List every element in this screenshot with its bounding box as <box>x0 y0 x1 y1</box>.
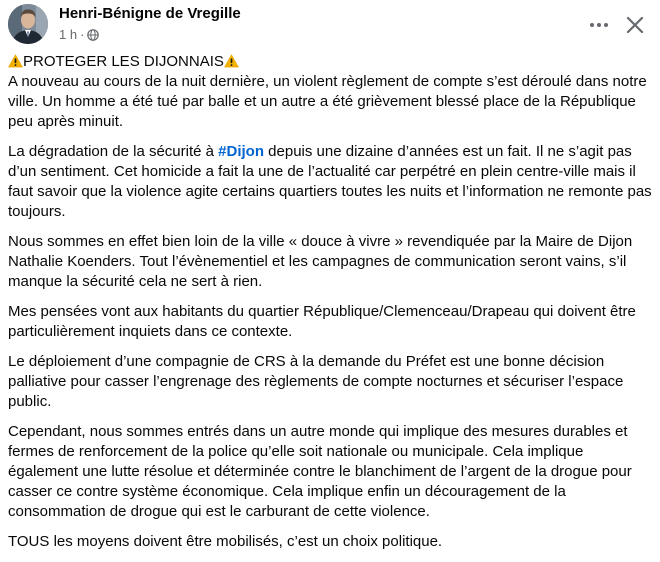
post-timestamp[interactable]: 1 h <box>59 27 78 42</box>
post-meta <box>59 27 99 42</box>
post-title-line <box>8 53 239 70</box>
post-paragraph-2 <box>8 142 656 222</box>
post-text: depuis une dizaine d’années est un fait. Il ne s’agit pas d’un sentiment. Cet homicide a fait la une de l’actualité car perpétré en plein centre-ville mais il faut savoir que la violence agite certains quartiers toutes les nuits et l’information ne remonte pas toujours. <box>8 143 652 220</box>
author-name[interactable]: Henri-Bénigne de Vregille <box>59 5 241 22</box>
post-header <box>0 0 660 50</box>
close-button[interactable] <box>622 12 648 38</box>
meta-separator: · <box>80 27 85 42</box>
post-paragraph-5: Le déploiement d’une compagnie de CRS à la demande du Préfet est une bonne décision palliative pour casser l’engrenage des règlements de compte nocturnes et sécuriser l’espace public. <box>8 353 624 410</box>
hashtag-link[interactable]: #Dijon <box>218 143 264 160</box>
close-icon <box>622 12 648 38</box>
warning-sign-icon <box>224 53 239 70</box>
globe-icon <box>87 29 99 41</box>
post-paragraph-4: Mes pensées vont aux habitants du quartier République/Clemenceau/Drapeau qui doivent être particulièrement inquiets dans ce contexte. <box>8 303 636 340</box>
warning-sign-icon <box>8 53 23 70</box>
post-paragraph-1 <box>8 52 656 132</box>
post-title: PROTEGER LES DIJONNAIS <box>23 53 224 70</box>
more-dots-icon <box>586 12 612 38</box>
post-paragraph-6: Cependant, nous sommes entrés dans un autre monde qui implique des mesures durables et fermes de renforcement de la police qu’elle soit nationale ou municipale. Cela implique également une lutte résolue et déterminée contre le blanchiment de l’argent de la drogue pour casser ce contre système économique. Cela implique enfin un découragement de la consommation de drogue qui est le carburant de cette violence. <box>8 423 632 520</box>
post-body <box>8 52 656 562</box>
avatar[interactable] <box>8 4 48 44</box>
post-text: A nouveau au cours de la nuit dernière, un violent règlement de compte s’est déroulé dans notre ville. Un homme a été tué par balle et un autre a été grièvement blessé place de la République peu après minuit. <box>8 73 647 130</box>
more-options-button[interactable] <box>586 12 612 38</box>
post-paragraph-3: Nous sommes en effet bien loin de la ville « douce à vivre » revendiquée par la Maire de Dijon Nathalie Koenders. Tout l’évènementiel et les campagnes de communication seront vains, s’il manque la sécurité cela ne sert à rien. <box>8 233 633 290</box>
post-paragraph-7: TOUS les moyens doivent être mobilisés, c’est un choix politique. <box>8 533 443 550</box>
post-text: La dégradation de la sécurité à <box>8 143 219 160</box>
